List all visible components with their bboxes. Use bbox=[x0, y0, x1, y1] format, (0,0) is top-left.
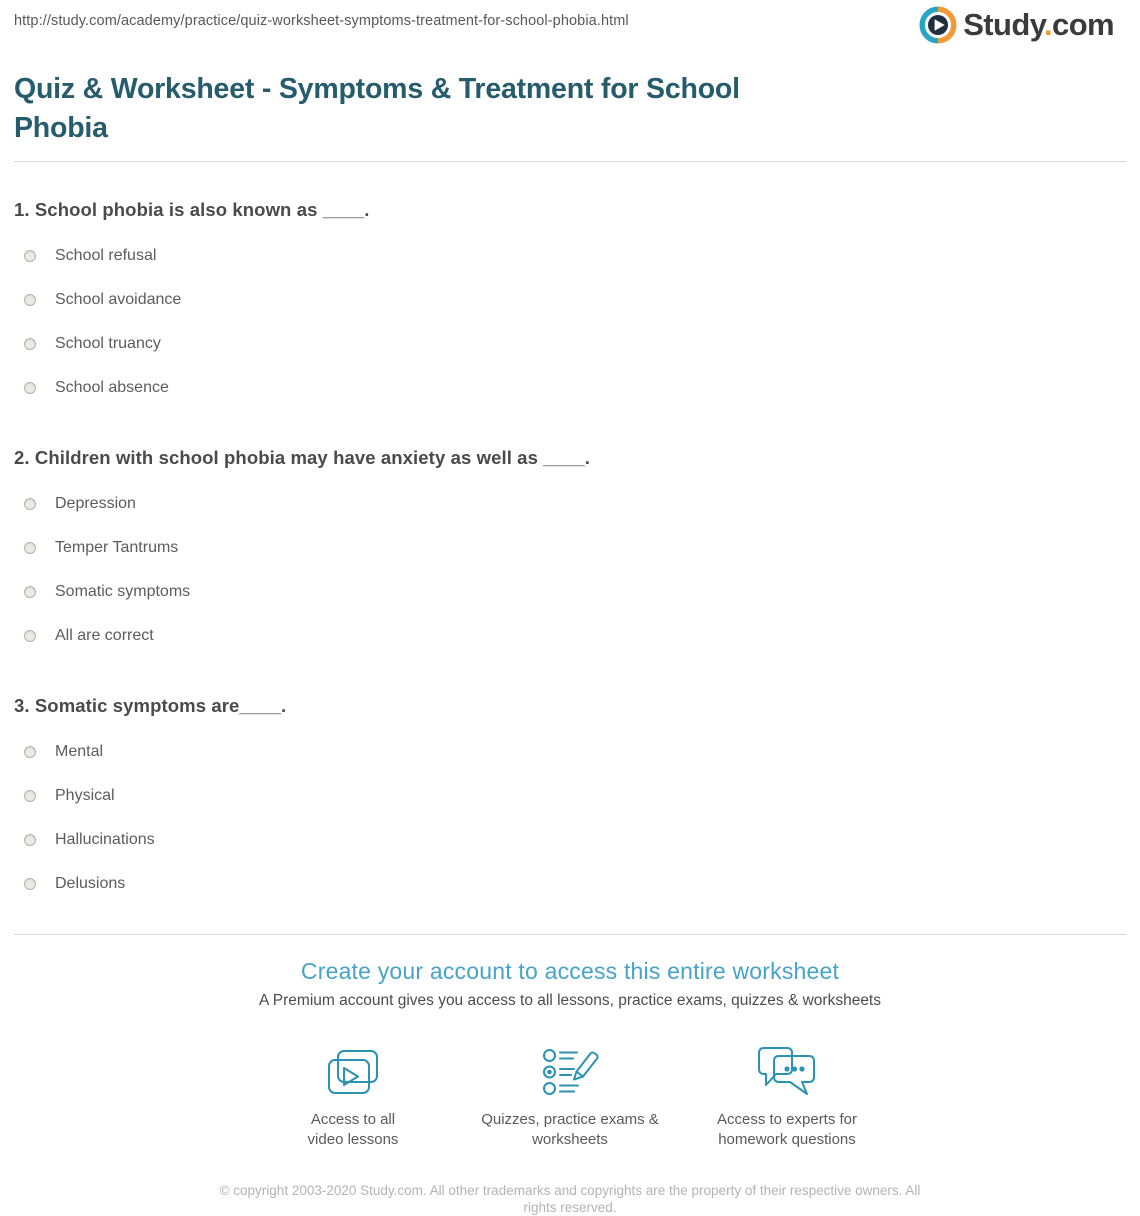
option-row[interactable] bbox=[14, 482, 1126, 526]
radio-button[interactable] bbox=[24, 338, 36, 350]
cta-section bbox=[14, 958, 1126, 1216]
feature-label: Quizzes, practice exams & worksheets bbox=[481, 1111, 659, 1148]
question-2 bbox=[14, 447, 1126, 658]
quizzes-worksheets-icon bbox=[540, 1046, 600, 1098]
question-2-options bbox=[14, 482, 1126, 658]
radio-button[interactable] bbox=[24, 834, 36, 846]
radio-button[interactable] bbox=[24, 250, 36, 262]
radio-button[interactable] bbox=[24, 586, 36, 598]
option-label: School refusal bbox=[55, 247, 157, 264]
option-row[interactable] bbox=[14, 862, 1126, 906]
option-row[interactable] bbox=[14, 366, 1126, 410]
feature-video-lessons bbox=[253, 1040, 453, 1150]
radio-button[interactable] bbox=[24, 498, 36, 510]
question-1 bbox=[14, 199, 1126, 410]
option-label: Physical bbox=[55, 787, 115, 804]
video-lessons-icon bbox=[326, 1048, 380, 1098]
cta-subheading: A Premium account gives you access to all lessons, practice exams, quizzes & worksheets bbox=[259, 992, 881, 1009]
option-label: Depression bbox=[55, 495, 136, 512]
question-3-prompt: 3. Somatic symptoms are____. bbox=[14, 695, 287, 716]
feature-label: Access to experts for homework questions bbox=[716, 1111, 858, 1148]
question-2-prompt: 2. Children with school phobia may have anxiety as well as ____. bbox=[14, 447, 590, 468]
chat-experts-icon bbox=[755, 1044, 819, 1098]
option-label: School avoidance bbox=[55, 291, 182, 308]
divider-bottom bbox=[14, 934, 1126, 935]
radio-button[interactable] bbox=[24, 790, 36, 802]
question-3 bbox=[14, 695, 1126, 906]
option-row[interactable] bbox=[14, 730, 1126, 774]
question-1-prompt: 1. School phobia is also known as ____. bbox=[14, 199, 370, 220]
option-row[interactable] bbox=[14, 278, 1126, 322]
option-row[interactable] bbox=[14, 774, 1126, 818]
option-label: Hallucinations bbox=[55, 831, 155, 848]
radio-button[interactable] bbox=[24, 542, 36, 554]
option-label: Temper Tantrums bbox=[55, 539, 179, 556]
option-row[interactable] bbox=[14, 526, 1126, 570]
quiz-section bbox=[14, 199, 1126, 906]
option-label: Somatic symptoms bbox=[55, 583, 191, 600]
radio-button[interactable] bbox=[24, 294, 36, 306]
radio-button[interactable] bbox=[24, 746, 36, 758]
option-label: School absence bbox=[55, 379, 169, 396]
page-url: http://study.com/academy/practice/quiz-worksheet-symptoms-treatment-for-school-phobia.html bbox=[14, 13, 629, 29]
brand-wordmark: Study.com bbox=[963, 7, 1114, 42]
option-label: All are correct bbox=[55, 627, 154, 644]
option-row[interactable] bbox=[14, 322, 1126, 366]
option-label: Delusions bbox=[55, 875, 126, 892]
cta-heading: Create your account to access this entire worksheet bbox=[300, 958, 840, 984]
radio-button[interactable] bbox=[24, 382, 36, 394]
copyright-notice: © copyright 2003-2020 Study.com. All other trademarks and copyrights are the property of their respective owners. All rights reserved. bbox=[219, 1183, 921, 1215]
play-circle-icon bbox=[919, 6, 957, 44]
feature-label: Access to all video lessons bbox=[307, 1111, 399, 1148]
option-row[interactable] bbox=[14, 570, 1126, 614]
feature-quizzes-worksheets bbox=[470, 1040, 670, 1150]
option-label: Mental bbox=[55, 743, 104, 760]
question-1-options bbox=[14, 234, 1126, 410]
option-row[interactable] bbox=[14, 614, 1126, 658]
option-row[interactable] bbox=[14, 818, 1126, 862]
question-3-options bbox=[14, 730, 1126, 906]
divider-top bbox=[14, 161, 1126, 162]
page-title: Quiz & Worksheet - Symptoms & Treatment for School Phobia bbox=[14, 73, 740, 144]
page-header bbox=[14, 0, 1126, 44]
option-row[interactable] bbox=[14, 234, 1126, 278]
studycom-logo[interactable] bbox=[919, 6, 1114, 44]
radio-button[interactable] bbox=[24, 878, 36, 890]
feature-list bbox=[14, 1040, 1126, 1150]
option-label: School truancy bbox=[55, 335, 161, 352]
radio-button[interactable] bbox=[24, 630, 36, 642]
feature-expert-chat bbox=[687, 1040, 887, 1150]
